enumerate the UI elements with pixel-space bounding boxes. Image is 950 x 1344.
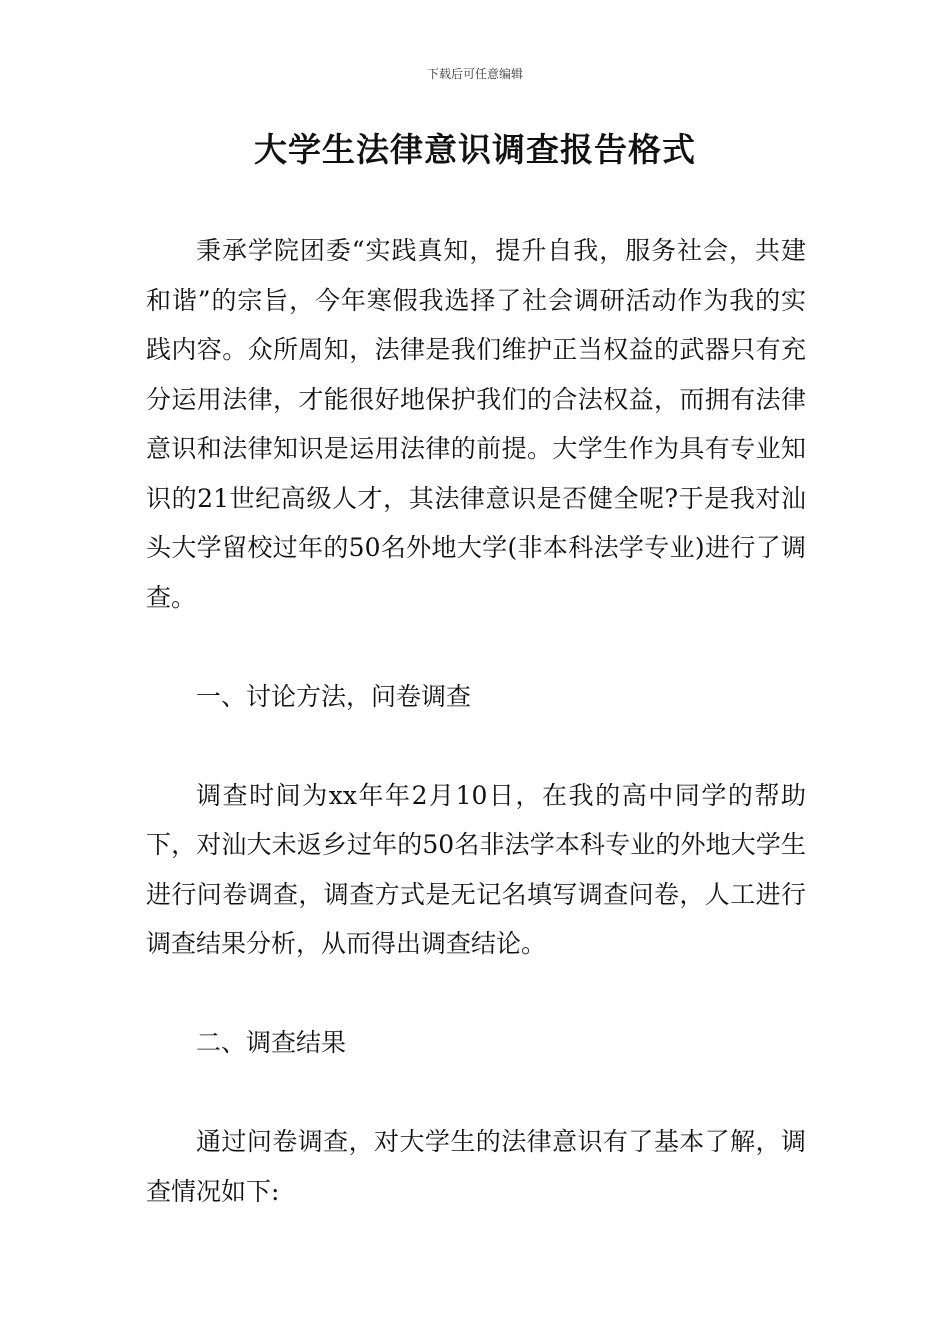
header-note: 下载后可任意编辑 — [426, 67, 523, 81]
section-heading-results: 二、调查结果 — [196, 1028, 347, 1057]
intro-paragraph: 秉承学院团委“实践真知，提升自我，服务社会，共建和谐”的宗旨，今年寒假我选择了社会调研活动作为我的实践内容。众所周知，法律是我们维护正当权益的武器只有充分运用法律，才能很好地保护我们的合法权益，而拥有法律意识和法律知识是运用法律的前提。大学生作为具有专业知识的21世纪高级人才，其法律意识是否健全呢?于是我对汕头大学留校过年的50名外地大学(非本科法学专业)进行了调查。 — [146, 236, 806, 612]
document-body — [146, 226, 806, 1216]
results-paragraph: 通过问卷调查，对大学生的法律意识有了基本了解，调查情况如下: — [146, 1127, 806, 1206]
page-title: 大学生法律意识调查报告格式 — [254, 130, 696, 169]
methods-paragraph: 调查时间为xx年年2月10日，在我的高中同学的帮助下，对汕大未返乡过年的50名非法学本科专业的外地大学生进行问卷调查，调查方式是无记名填写调查问卷，人工进行调查结果分析，从而得出调查结论。 — [146, 780, 806, 958]
section-heading-methods: 一、讨论方法，问卷调查 — [196, 681, 472, 711]
